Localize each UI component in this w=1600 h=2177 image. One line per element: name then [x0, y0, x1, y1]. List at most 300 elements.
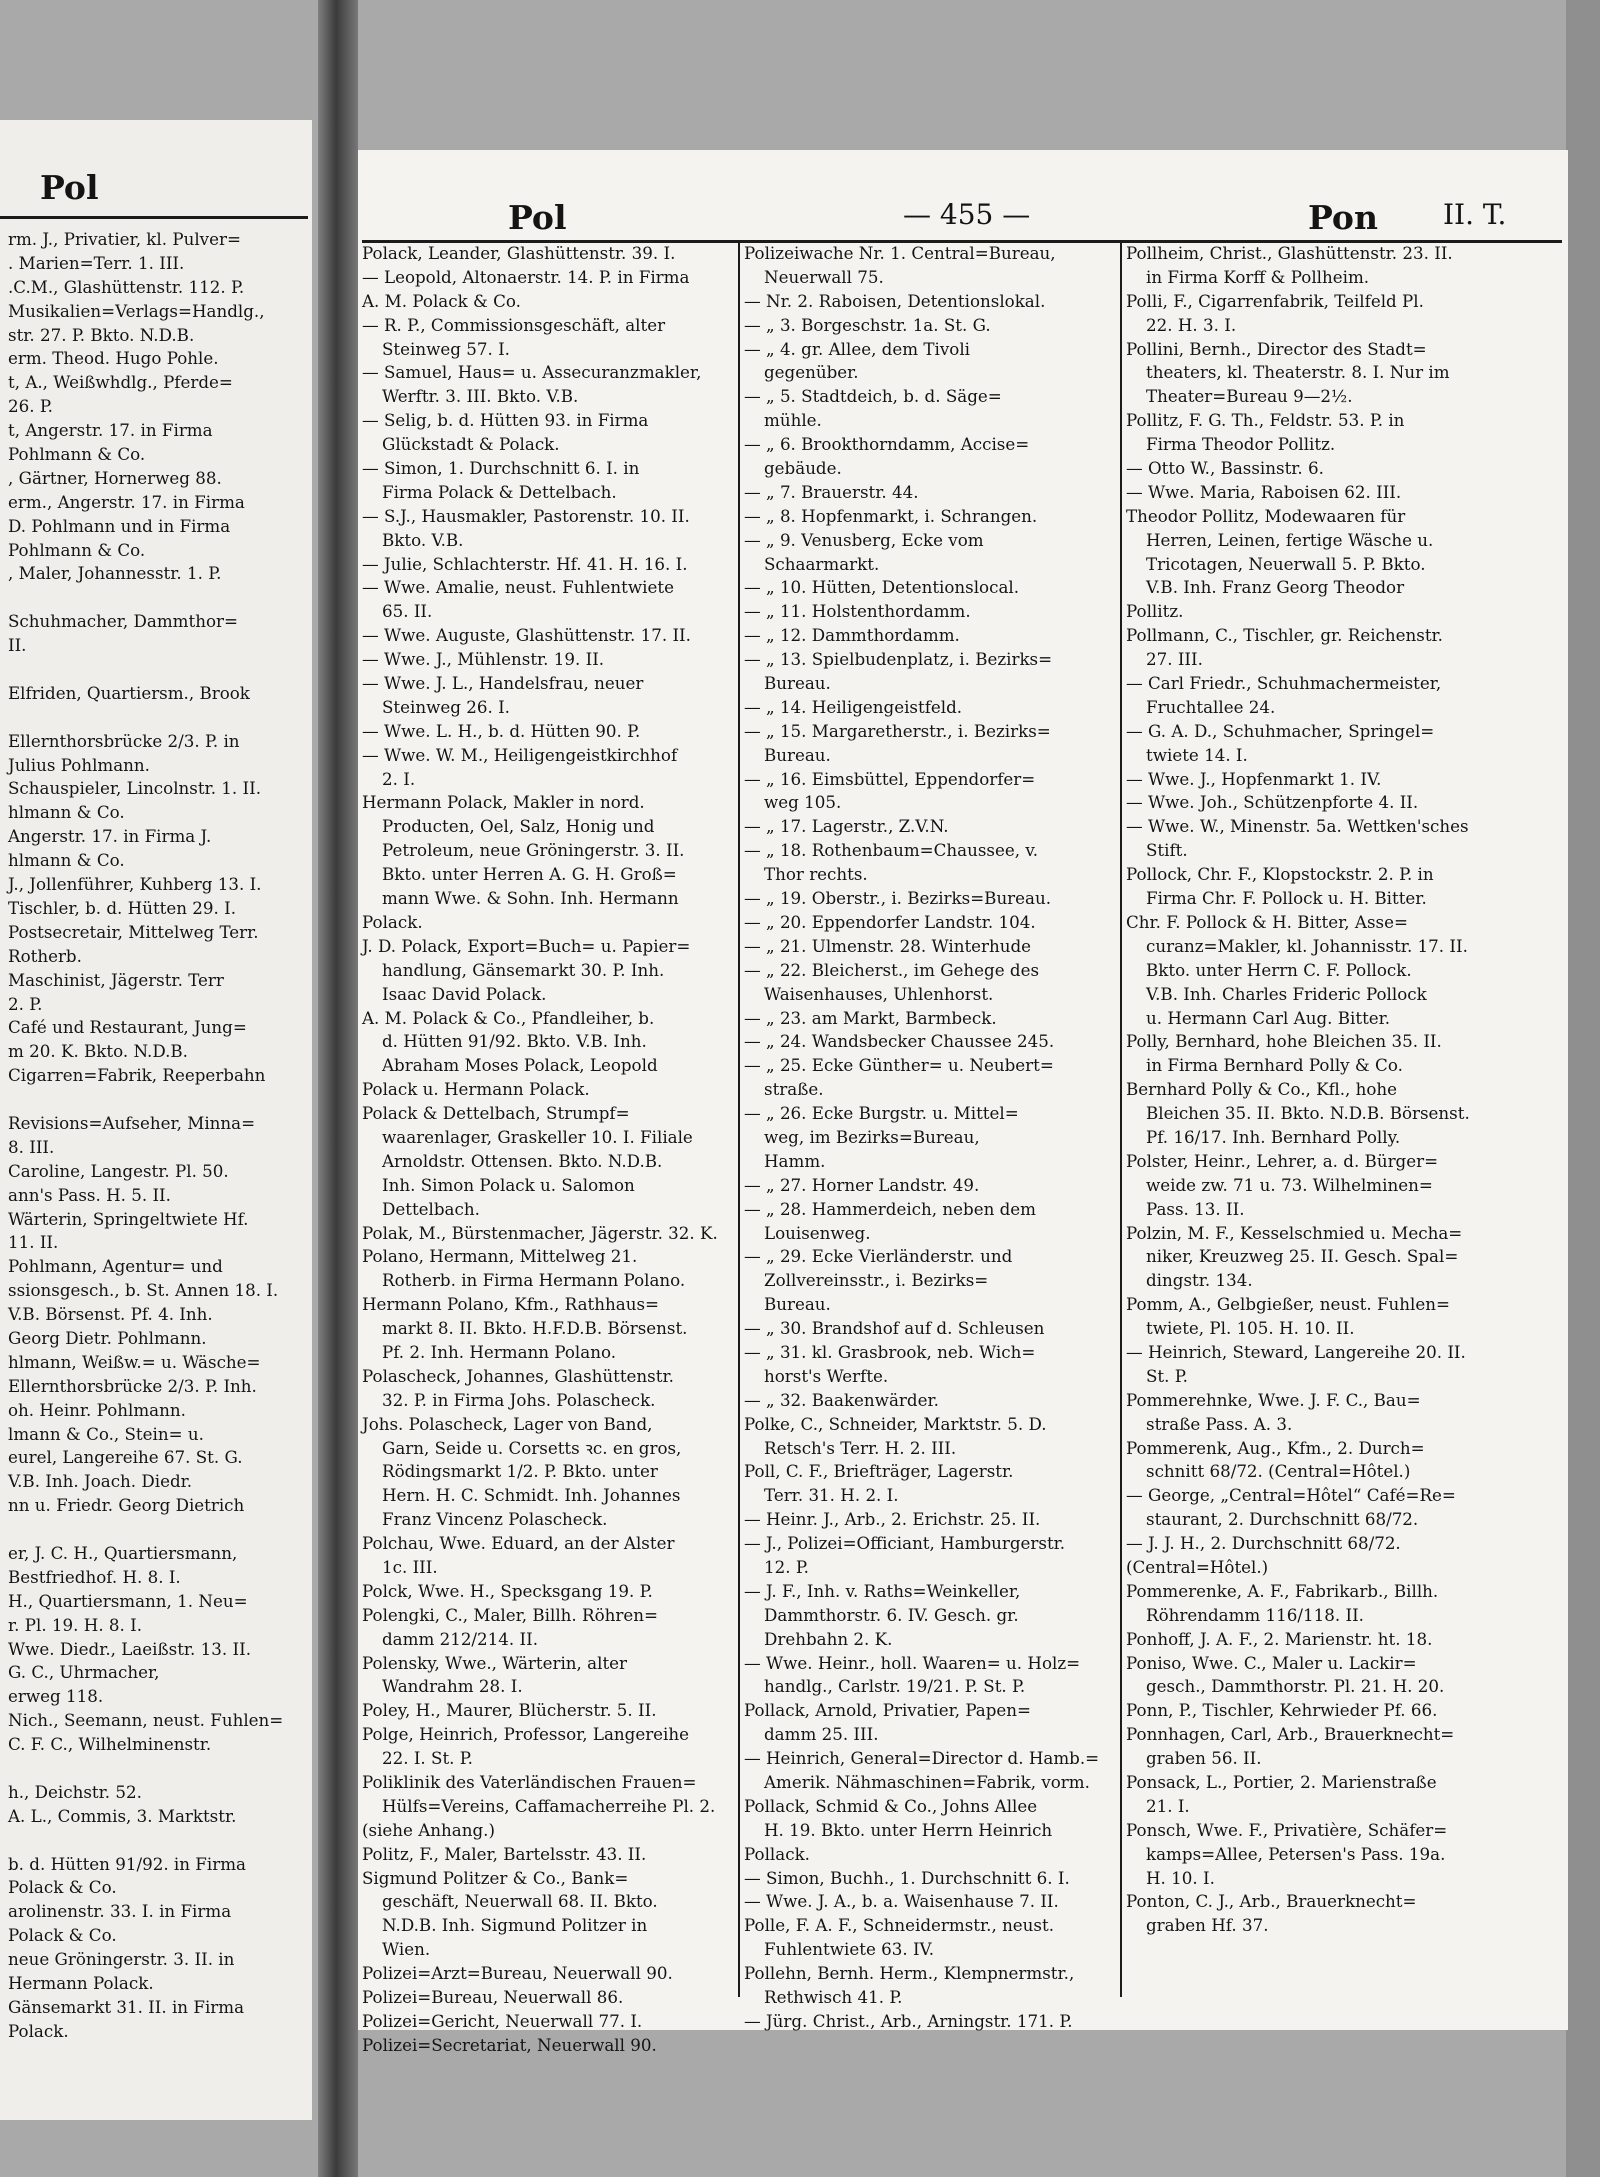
directory-line: — „ 32. Baakenwärder.	[744, 1389, 939, 1410]
directory-line: H., Quartiersmann, 1. Neu=	[8, 1590, 248, 1611]
directory-line: hlmann, Weißw.= u. Wäsche=	[8, 1351, 261, 1372]
directory-line: Pass. 13. II.	[1146, 1198, 1245, 1219]
directory-line: Polizei=Gericht, Neuerwall 77. I.	[362, 2010, 643, 2031]
directory-line: Fuhlentwiete 63. IV.	[764, 1939, 934, 1960]
directory-line: 2. P.	[8, 993, 43, 1014]
directory-line: u. Hermann Carl Aug. Bitter.	[1146, 1007, 1391, 1028]
directory-line: Polly, Bernhard, hohe Bleichen 35. II.	[1126, 1031, 1442, 1052]
directory-line: — J., Polizei=Officiant, Hamburgerstr.	[744, 1533, 1066, 1554]
directory-line: Ponsack, L., Portier, 2. Marienstraße	[1126, 1772, 1437, 1792]
directory-line: er, J. C. H., Quartiersmann,	[8, 1542, 238, 1563]
directory-line: Pohlmann & Co.	[8, 539, 146, 560]
directory-line: erm. Theod. Hugo Pohle.	[8, 348, 219, 369]
directory-line: 27. III.	[1146, 649, 1203, 670]
directory-line: Pohlmann, Agentur= und	[8, 1256, 223, 1277]
directory-line: — Wwe. J. L., Handelsfrau, neuer	[362, 673, 644, 694]
directory-line: H. 10. I.	[1146, 1867, 1215, 1888]
directory-line: weg 105.	[764, 792, 842, 813]
directory-line	[8, 658, 308, 682]
directory-line: — Julie, Schlachterstr. Hf. 41. H. 16. I.	[362, 553, 688, 574]
directory-line: — „ 8. Hopfenmarkt, i. Schrangen.	[744, 505, 1038, 526]
directory-line: .C.M., Glashüttenstr. 112. P.	[8, 276, 245, 297]
directory-line: Zollvereinsstr., i. Bezirks=	[764, 1270, 989, 1291]
directory-line: — „ 23. am Markt, Barmbeck.	[744, 1007, 997, 1028]
directory-line: Waisenhauses, Uhlenhorst.	[764, 983, 994, 1004]
directory-line: Theater=Bureau 9—2½.	[1146, 386, 1353, 407]
directory-line: Polensky, Wwe., Wärterin, alter	[362, 1652, 628, 1673]
directory-line: Bernhard Polly & Co., Kfl., hohe	[1126, 1079, 1398, 1100]
directory-line: Polchau, Wwe. Eduard, an der Alster	[362, 1533, 675, 1554]
directory-line: Rödingsmarkt 1/2. P. Bkto. unter	[382, 1461, 658, 1482]
directory-line: Glückstadt & Polack.	[382, 434, 560, 455]
left-header-rule	[0, 216, 308, 219]
directory-line: Revisions=Aufseher, Minna=	[8, 1112, 256, 1133]
directory-line: Hermann Polano, Kfm., Rathhaus=	[362, 1294, 659, 1315]
directory-line: str. 27. P. Bkto. N.D.B.	[8, 324, 195, 345]
directory-line: neue Gröningerstr. 3. II. in	[8, 1949, 235, 1970]
directory-line: A. L., Commis, 3. Marktstr.	[8, 1805, 237, 1826]
directory-line: schnitt 68/72. (Central=Hôtel.)	[1146, 1461, 1411, 1482]
directory-line: — Otto W., Bassinstr. 6.	[1126, 458, 1324, 479]
directory-line: Polak, M., Bürstenmacher, Jägerstr. 32. K.	[362, 1222, 718, 1243]
directory-line: Wandrahm 28. I.	[382, 1676, 523, 1697]
directory-line: — Selig, b. d. Hütten 93. in Firma	[362, 410, 649, 431]
directory-line: G. C., Uhrmacher,	[8, 1662, 160, 1683]
section-mark: II. T.	[1443, 198, 1507, 231]
directory-line: Poniso, Wwe. C., Maler u. Lackir=	[1126, 1652, 1417, 1673]
directory-line: . Marien=Terr. 1. III.	[8, 252, 185, 273]
directory-line: — „ 10. Hütten, Detentionslocal.	[744, 577, 1020, 598]
directory-line: Bureau.	[764, 673, 831, 694]
directory-line: Pollheim, Christ., Glashüttenstr. 23. II.	[1126, 243, 1453, 263]
directory-line: weide zw. 71 u. 73. Wilhelminen=	[1146, 1174, 1433, 1195]
directory-line: Bureau.	[764, 744, 831, 765]
directory-line: graben Hf. 37.	[1146, 1915, 1269, 1936]
directory-line: Polengki, C., Maler, Billh. Röhren=	[362, 1604, 658, 1625]
directory-line: — „ 19. Oberstr., i. Bezirks=Bureau.	[744, 888, 1052, 909]
directory-line: Pommerenk, Aug., Kfm., 2. Durch=	[1126, 1437, 1425, 1458]
directory-line: Polle, F. A. F., Schneidermstr., neust.	[744, 1915, 1055, 1936]
directory-line: Pollack.	[744, 1843, 810, 1864]
directory-line: Pollehn, Bernh. Herm., Klempnermstr.,	[744, 1963, 1075, 1984]
directory-line: Pommerenke, A. F., Fabrikarb., Billh.	[1126, 1580, 1439, 1601]
directory-line: erweg 118.	[8, 1686, 104, 1707]
directory-line: ann's Pass. H. 5. II.	[8, 1184, 171, 1205]
directory-line: Tischler, b. d. Hütten 29. I.	[8, 897, 237, 918]
directory-line: Ellernthorsbrücke 2/3. P. Inh.	[8, 1375, 257, 1396]
page-number: — 455 —	[903, 198, 1031, 231]
directory-line: Polack u. Hermann Polack.	[362, 1079, 590, 1100]
directory-line: — Carl Friedr., Schuhmachermeister,	[1126, 673, 1442, 694]
directory-line: — Simon, 1. Durchschnitt 6. I. in	[362, 458, 640, 479]
directory-line	[8, 1829, 308, 1853]
directory-line: erm., Angerstr. 17. in Firma	[8, 491, 245, 512]
directory-line: Hamm.	[764, 1150, 826, 1171]
directory-line: Stift.	[1146, 840, 1188, 861]
directory-line: Ponton, C. J., Arb., Brauerknecht=	[1126, 1891, 1417, 1912]
directory-line: straße.	[764, 1079, 824, 1100]
directory-line: lmann & Co., Stein= u.	[8, 1423, 204, 1444]
directory-line: Pollack, Arnold, Privatier, Papen=	[744, 1700, 1032, 1721]
directory-line: weg, im Bezirks=Bureau,	[764, 1126, 980, 1147]
directory-line: — Wwe. Joh., Schützenpforte 4. II.	[1126, 792, 1419, 813]
directory-line: V.B. Börsenst. Pf. 4. Inh.	[8, 1304, 213, 1325]
directory-line: gesch., Dammthorstr. Pl. 21. H. 20.	[1146, 1676, 1445, 1697]
directory-line: Steinweg 57. I.	[382, 338, 510, 359]
directory-line: Poley, H., Maurer, Blücherstr. 5. II.	[362, 1700, 657, 1721]
directory-line: (siehe Anhang.)	[362, 1819, 495, 1840]
directory-line: , Maler, Johannesstr. 1. P.	[8, 563, 222, 584]
directory-line: Drehbahn 2. K.	[764, 1628, 893, 1649]
directory-line: — „ 17. Lagerstr., Z.V.N.	[744, 816, 949, 837]
directory-line: V.B. Inh. Franz Georg Theodor	[1146, 577, 1405, 598]
directory-line: — „ 15. Margaretherstr., i. Bezirks=	[744, 720, 1051, 741]
directory-line: 12. P.	[764, 1556, 809, 1577]
directory-line: — S.J., Hausmakler, Pastorenstr. 10. II.	[362, 505, 690, 526]
directory-line: mann Wwe. & Sohn. Inh. Hermann	[382, 888, 679, 909]
directory-line: Tricotagen, Neuerwall 5. P. Bkto.	[1146, 553, 1426, 574]
directory-line: — „ 7. Brauerstr. 44.	[744, 481, 919, 502]
directory-line: Pollini, Bernh., Director des Stadt=	[1126, 338, 1427, 359]
directory-line: Pf. 2. Inh. Hermann Polano.	[382, 1341, 617, 1362]
directory-line: Poll, C. F., Briefträger, Lagerstr.	[744, 1461, 1014, 1482]
directory-line: Pollmann, C., Tischler, gr. Reichenstr.	[1126, 625, 1443, 646]
directory-line: Bestfriedhof. H. 8. I.	[8, 1566, 181, 1587]
directory-line: — J. F., Inh. v. Raths=Weinkeller,	[744, 1580, 1021, 1601]
directory-line: — „ 26. Ecke Burgstr. u. Mittel=	[744, 1103, 1019, 1124]
directory-line: oh. Heinr. Pohlmann.	[8, 1399, 186, 1420]
directory-line: Ponnhagen, Carl, Arb., Brauerknecht=	[1126, 1724, 1455, 1745]
directory-line: C. F. C., Wilhelminenstr.	[8, 1734, 212, 1755]
directory-line: — Wwe. J. A., b. a. Waisenhause 7. II.	[744, 1891, 1059, 1912]
directory-line: Thor rechts.	[764, 864, 868, 885]
directory-line: — „ 13. Spielbudenplatz, i. Bezirks=	[744, 649, 1053, 670]
directory-line: Polster, Heinr., Lehrer, a. d. Bürger=	[1126, 1150, 1439, 1171]
directory-line: gegenüber.	[764, 362, 859, 383]
directory-line: 22. H. 3. I.	[1146, 314, 1237, 335]
directory-line: J. D. Polack, Export=Buch= u. Papier=	[362, 935, 691, 956]
directory-line: 26. P.	[8, 396, 53, 417]
directory-line: Neuerwall 75.	[764, 266, 884, 287]
directory-line: Fruchtallee 24.	[1146, 696, 1276, 717]
directory-line: Abraham Moses Polack, Leopold	[382, 1055, 658, 1076]
directory-line: Postsecretair, Mittelweg Terr.	[8, 921, 259, 942]
directory-line: Firma Theodor Pollitz.	[1146, 434, 1336, 455]
directory-line: Hülfs=Vereins, Caffamacherreihe Pl. 2.	[382, 1795, 716, 1816]
directory-line: Firma Chr. F. Pollock u. H. Bitter.	[1146, 888, 1427, 909]
directory-line: — G. A. D., Schuhmacher, Springel=	[1126, 720, 1435, 741]
running-head-right: Pon	[1308, 198, 1378, 237]
directory-line: Werftr. 3. III. Bkto. V.B.	[382, 386, 579, 407]
directory-line: II.	[8, 635, 27, 656]
directory-line: Polack.	[362, 911, 423, 932]
directory-line: St. P.	[1146, 1365, 1188, 1386]
directory-line: Petroleum, neue Gröningerstr. 3. II.	[382, 840, 685, 861]
directory-line: Pollitz.	[1126, 601, 1184, 622]
directory-line: Pollitz, F. G. Th., Feldstr. 53. P. in	[1126, 410, 1405, 431]
directory-line: A. M. Polack & Co., Pfandleiher, b.	[362, 1007, 655, 1028]
directory-line: Polack & Dettelbach, Strumpf=	[362, 1103, 630, 1124]
directory-line: — „ 20. Eppendorfer Landstr. 104.	[744, 911, 1036, 932]
directory-line: — „ 11. Holstenthordamm.	[744, 601, 971, 622]
directory-line: Angerstr. 17. in Firma J.	[8, 826, 212, 847]
directory-line: — Wwe. J., Mühlenstr. 19. II.	[362, 649, 605, 670]
directory-line: Polack.	[8, 2020, 69, 2041]
directory-line: — Wwe. L. H., b. d. Hütten 90. P.	[362, 720, 641, 741]
column-rule-2	[1120, 242, 1122, 1997]
directory-line: Pollack, Schmid & Co., Johns Allee	[744, 1795, 1038, 1816]
directory-line: Producten, Oel, Salz, Honig und	[382, 816, 655, 837]
directory-line: D. Pohlmann und in Firma	[8, 515, 231, 536]
directory-line: Hern. H. C. Schmidt. Inh. Johannes	[382, 1485, 681, 1506]
directory-line: Ellernthorsbrücke 2/3. P. in	[8, 730, 240, 751]
directory-line: Pohlmann & Co.	[8, 444, 146, 465]
directory-line: — Wwe. Auguste, Glashüttenstr. 17. II.	[362, 625, 691, 646]
directory-line: 65. II.	[382, 601, 433, 622]
directory-line: Rotherb. in Firma Hermann Polano.	[382, 1270, 686, 1291]
directory-line: horst's Werfte.	[764, 1365, 889, 1386]
directory-line: Café und Restaurant, Jung=	[8, 1017, 247, 1038]
directory-line: , Gärtner, Hornerweg 88.	[8, 467, 222, 488]
directory-line: Politz, F., Maler, Bartelsstr. 43. II.	[362, 1843, 647, 1864]
right-page	[358, 150, 1568, 2055]
directory-line: kamps=Allee, Petersen's Pass. 19a.	[1146, 1843, 1446, 1864]
directory-line: Chr. F. Pollock & H. Bitter, Asse=	[1126, 911, 1408, 932]
directory-line: — „ 9. Venusberg, Ecke vom	[744, 529, 984, 550]
directory-line: dingstr. 134.	[1146, 1270, 1253, 1291]
directory-line: Louisenweg.	[764, 1222, 871, 1243]
directory-line: Pollock, Chr. F., Klopstockstr. 2. P. in	[1126, 864, 1434, 885]
directory-line: — Heinrich, General=Director d. Hamb.=	[744, 1748, 1100, 1769]
directory-line: — Heinr. J., Arb., 2. Erichstr. 25. II.	[744, 1509, 1041, 1530]
directory-line: Polck, Wwe. H., Specksgang 19. P.	[362, 1580, 653, 1601]
directory-line: Rethwisch 41. P.	[764, 1987, 903, 2008]
directory-line: Theodor Pollitz, Modewaaren für	[1126, 505, 1406, 526]
directory-line	[8, 1518, 308, 1542]
directory-line: theaters, kl. Theaterstr. 8. I. Nur im	[1146, 362, 1450, 383]
directory-line: 21. I.	[1146, 1795, 1190, 1816]
directory-line: Caroline, Langestr. Pl. 50.	[8, 1160, 229, 1181]
directory-line: Polack, Leander, Glashüttenstr. 39. I.	[362, 243, 676, 263]
directory-line: Bkto. V.B.	[382, 529, 464, 550]
directory-line: — Wwe. Amalie, neust. Fuhlentwiete	[362, 577, 674, 598]
directory-line: Polge, Heinrich, Professor, Langereihe	[362, 1724, 690, 1745]
directory-line: Hermann Polack.	[8, 1973, 154, 1994]
directory-line: geschäft, Neuerwall 68. II. Bkto.	[382, 1891, 658, 1912]
page-edge	[1566, 0, 1600, 2177]
directory-line: gebäude.	[764, 458, 842, 479]
directory-line: Polzin, M. F., Kesselschmied u. Mecha=	[1126, 1222, 1463, 1243]
directory-line: waarenlager, Graskeller 10. I. Filiale	[382, 1126, 693, 1147]
directory-line	[8, 1088, 308, 1112]
directory-line: hlmann & Co.	[8, 850, 125, 871]
directory-line: Wwe. Diedr., Laeißstr. 13. II.	[8, 1638, 251, 1659]
directory-line: Pomm, A., Gelbgießer, neust. Fuhlen=	[1126, 1294, 1450, 1315]
book-fold	[318, 0, 358, 2177]
directory-line: — Wwe. W. M., Heiligengeistkirchhof	[362, 744, 678, 765]
directory-line: Bleichen 35. II. Bkto. N.D.B. Börsenst.	[1146, 1103, 1470, 1124]
directory-line: — „ 14. Heiligengeistfeld.	[744, 696, 963, 717]
directory-line: Ponn, P., Tischler, Kehrwieder Pf. 66.	[1126, 1700, 1438, 1721]
directory-line: Dammthorstr. 6. IV. Gesch. gr.	[764, 1604, 1019, 1625]
directory-line: curanz=Makler, kl. Johannisstr. 17. II.	[1146, 935, 1468, 956]
directory-line: hlmann & Co.	[8, 802, 125, 823]
directory-line: Polascheck, Johannes, Glashüttenstr.	[362, 1365, 674, 1386]
directory-line: Maschinist, Jägerstr. Terr	[8, 969, 224, 990]
directory-line: Inh. Simon Polack u. Salomon	[382, 1174, 635, 1195]
directory-line: — Jürg. Christ., Arb., Arningstr. 171. P.	[744, 2010, 1073, 2031]
directory-line: straße Pass. A. 3.	[1146, 1413, 1293, 1434]
directory-line: Polke, C., Schneider, Marktstr. 5. D.	[744, 1413, 1047, 1434]
directory-line: staurant, 2. Durchschnitt 68/72.	[1146, 1509, 1419, 1530]
directory-line: — „ 27. Horner Landstr. 49.	[744, 1174, 980, 1195]
directory-line: — Heinrich, Steward, Langereihe 20. II.	[1126, 1341, 1466, 1362]
directory-line: Röhrendamm 116/118. II.	[1146, 1604, 1364, 1625]
directory-line: Sigmund Politzer & Co., Bank=	[362, 1867, 629, 1888]
directory-line: Gänsemarkt 31. II. in Firma	[8, 1996, 245, 2017]
directory-line: V.B. Inh. Joach. Diedr.	[8, 1471, 193, 1492]
directory-line: Musikalien=Verlags=Handlg.,	[8, 300, 265, 321]
directory-line: Ponsch, Wwe. F., Privatière, Schäfer=	[1126, 1819, 1448, 1840]
directory-line: 8. III.	[8, 1136, 55, 1157]
directory-line: — „ 28. Hammerdeich, neben dem	[744, 1198, 1036, 1219]
directory-line: b. d. Hütten 91/92. in Firma	[8, 1853, 246, 1874]
directory-line: — Wwe. Heinr., holl. Waaren= u. Holz=	[744, 1652, 1081, 1673]
directory-line: Wärterin, Springeltwiete Hf.	[8, 1208, 249, 1229]
directory-line: Georg Dietr. Pohlmann.	[8, 1327, 207, 1348]
directory-line: Hermann Polack, Makler in nord.	[362, 792, 645, 813]
directory-line: Schauspieler, Lincolnstr. 1. II.	[8, 778, 262, 799]
directory-line: — „ 25. Ecke Günther= u. Neubert=	[744, 1055, 1054, 1076]
directory-line: d. Hütten 91/92. Bkto. V.B. Inh.	[382, 1031, 647, 1052]
directory-line: — Wwe. Maria, Raboisen 62. III.	[1126, 481, 1402, 502]
directory-line: nn u. Friedr. Georg Dietrich	[8, 1495, 245, 1516]
directory-line: — „ 16. Eimsbüttel, Eppendorfer=	[744, 768, 1036, 789]
directory-line: Dettelbach.	[382, 1198, 480, 1219]
directory-line: t, A., Weißwhdlg., Pferde=	[8, 372, 233, 393]
directory-line: damm 25. III.	[764, 1724, 879, 1745]
directory-line	[8, 1757, 308, 1781]
directory-line: Schuhmacher, Dammthor=	[8, 611, 238, 632]
directory-line: — „ 12. Dammthordamm.	[744, 625, 960, 646]
directory-line: twiete 14. I.	[1146, 744, 1248, 765]
directory-line: Bkto. unter Herren A. G. H. Groß=	[382, 864, 677, 885]
directory-line: N.D.B. Inh. Sigmund Politzer in	[382, 1915, 648, 1936]
directory-line: J., Jollenführer, Kuhberg 13. I.	[8, 874, 262, 895]
directory-line: handlg., Carlstr. 19/21. P. St. P.	[764, 1676, 1026, 1697]
directory-line: — „ 29. Ecke Vierländerstr. und	[744, 1246, 1013, 1267]
directory-line: Terr. 31. H. 2. I.	[764, 1485, 899, 1506]
directory-line: — Wwe. W., Minenstr. 5a. Wettken'sches	[1126, 816, 1469, 837]
directory-line: m 20. K. Bkto. N.D.B.	[8, 1041, 188, 1062]
directory-line: Bkto. unter Herrn C. F. Pollock.	[1146, 959, 1412, 980]
left-page-column	[8, 228, 308, 2044]
directory-line: Polack & Co.	[8, 1877, 117, 1898]
directory-line: Firma Polack & Dettelbach.	[382, 481, 617, 502]
directory-line: — „ 21. Ulmenstr. 28. Winterhude	[744, 935, 1032, 956]
directory-line: — „ 24. Wandsbecker Chaussee 245.	[744, 1031, 1055, 1052]
directory-line: Steinweg 26. I.	[382, 696, 510, 717]
directory-line: mühle.	[764, 410, 822, 431]
directory-line: Poliklinik des Vaterländischen Frauen=	[362, 1772, 697, 1792]
directory-line: twiete, Pl. 105. H. 10. II.	[1146, 1318, 1355, 1339]
directory-line: Franz Vincenz Polascheck.	[382, 1509, 608, 1530]
directory-line: h., Deichstr. 52.	[8, 1781, 142, 1802]
directory-line: — Leopold, Altonaerstr. 14. P. in Firma	[362, 266, 690, 287]
directory-line: Julius Pohlmann.	[8, 754, 150, 775]
directory-line: A. M. Polack & Co.	[362, 290, 521, 311]
directory-line: Rotherb.	[8, 945, 82, 966]
left-page	[0, 120, 312, 2120]
directory-line: rm. J., Privatier, kl. Pulver=	[8, 229, 241, 249]
directory-line: Cigarren=Fabrik, Reeperbahn	[8, 1065, 266, 1086]
directory-line: — „ 3. Borgeschstr. 1a. St. G.	[744, 314, 991, 335]
directory-line: — „ 22. Bleicherst., im Gehege des	[744, 959, 1040, 980]
directory-line	[8, 706, 308, 730]
directory-line: — Nr. 2. Raboisen, Detentionslokal.	[744, 290, 1046, 311]
directory-line: graben 56. II.	[1146, 1748, 1262, 1769]
column-rule-1	[738, 242, 740, 1997]
directory-line: Pf. 16/17. Inh. Bernhard Polly.	[1146, 1126, 1401, 1147]
directory-line: in Firma Korff & Pollheim.	[1146, 266, 1370, 287]
directory-line: — „ 6. Brookthorndamm, Accise=	[744, 434, 1030, 455]
left-running-head: Pol	[40, 168, 99, 207]
directory-line: 2. I.	[382, 768, 416, 789]
directory-line: V.B. Inh. Charles Frideric Pollock	[1146, 983, 1427, 1004]
directory-line: eurel, Langereihe 67. St. G.	[8, 1447, 243, 1468]
directory-line: damm 212/214. II.	[382, 1628, 539, 1649]
directory-column-2	[744, 242, 1114, 2034]
directory-line: 11. II.	[8, 1232, 59, 1253]
directory-line: markt 8. II. Bkto. H.F.D.B. Börsenst.	[382, 1318, 688, 1339]
directory-line: Polizei=Arzt=Bureau, Neuerwall 90.	[362, 1963, 673, 1984]
directory-line: Isaac David Polack.	[382, 983, 547, 1004]
directory-line: — „ 5. Stadtdeich, b. d. Säge=	[744, 386, 1002, 407]
directory-line: Johs. Polascheck, Lager von Band,	[362, 1413, 653, 1434]
directory-line: Polizei=Bureau, Neuerwall 86.	[362, 1987, 624, 2008]
directory-line: Arnoldstr. Ottensen. Bkto. N.D.B.	[382, 1150, 663, 1171]
directory-line: — Samuel, Haus= u. Assecuranzmakler,	[362, 362, 702, 383]
directory-line: 22. I. St. P.	[382, 1748, 473, 1769]
directory-line: ssionsgesch., b. St. Annen 18. I.	[8, 1280, 279, 1301]
directory-line: Polano, Hermann, Mittelweg 21.	[362, 1246, 638, 1267]
directory-line: Pommerehnke, Wwe. J. F. C., Bau=	[1126, 1389, 1421, 1410]
directory-line: handlung, Gänsemarkt 30. P. Inh.	[382, 959, 665, 980]
directory-line: — „ 31. kl. Grasbrook, neb. Wich=	[744, 1341, 1036, 1362]
directory-line: H. 19. Bkto. unter Herrn Heinrich	[764, 1819, 1053, 1840]
directory-line: Polli, F., Cigarrenfabrik, Teilfeld Pl.	[1126, 290, 1424, 311]
directory-line: — R. P., Commissionsgeschäft, alter	[362, 314, 666, 335]
directory-line: — „ 30. Brandshof auf d. Schleusen	[744, 1318, 1045, 1339]
directory-line: Wien.	[382, 1939, 431, 1960]
directory-column-3	[1126, 242, 1560, 1938]
directory-line: Schaarmarkt.	[764, 553, 880, 574]
directory-line: Polizei=Secretariat, Neuerwall 90.	[362, 2034, 657, 2055]
directory-line: Herren, Leinen, fertige Wäsche u.	[1146, 529, 1434, 550]
running-head-left: Pol	[508, 198, 567, 237]
directory-line: — Simon, Buchh., 1. Durchschnitt 6. I.	[744, 1867, 1070, 1888]
directory-line: Nich., Seemann, neust. Fuhlen=	[8, 1710, 284, 1731]
directory-line: — „ 18. Rothenbaum=Chaussee, v.	[744, 840, 1039, 861]
directory-line: Amerik. Nähmaschinen=Fabrik, vorm.	[764, 1772, 1090, 1792]
directory-line: 32. P. in Firma Johs. Polascheck.	[382, 1389, 656, 1410]
directory-line: in Firma Bernhard Polly & Co.	[1146, 1055, 1403, 1076]
directory-line: Bureau.	[764, 1294, 831, 1315]
directory-line: — Wwe. J., Hopfenmarkt 1. IV.	[1126, 768, 1382, 789]
directory-line: Polack & Co.	[8, 1925, 117, 1946]
directory-line: (Central=Hôtel.)	[1126, 1556, 1269, 1577]
directory-line: t, Angerstr. 17. in Firma	[8, 420, 213, 441]
